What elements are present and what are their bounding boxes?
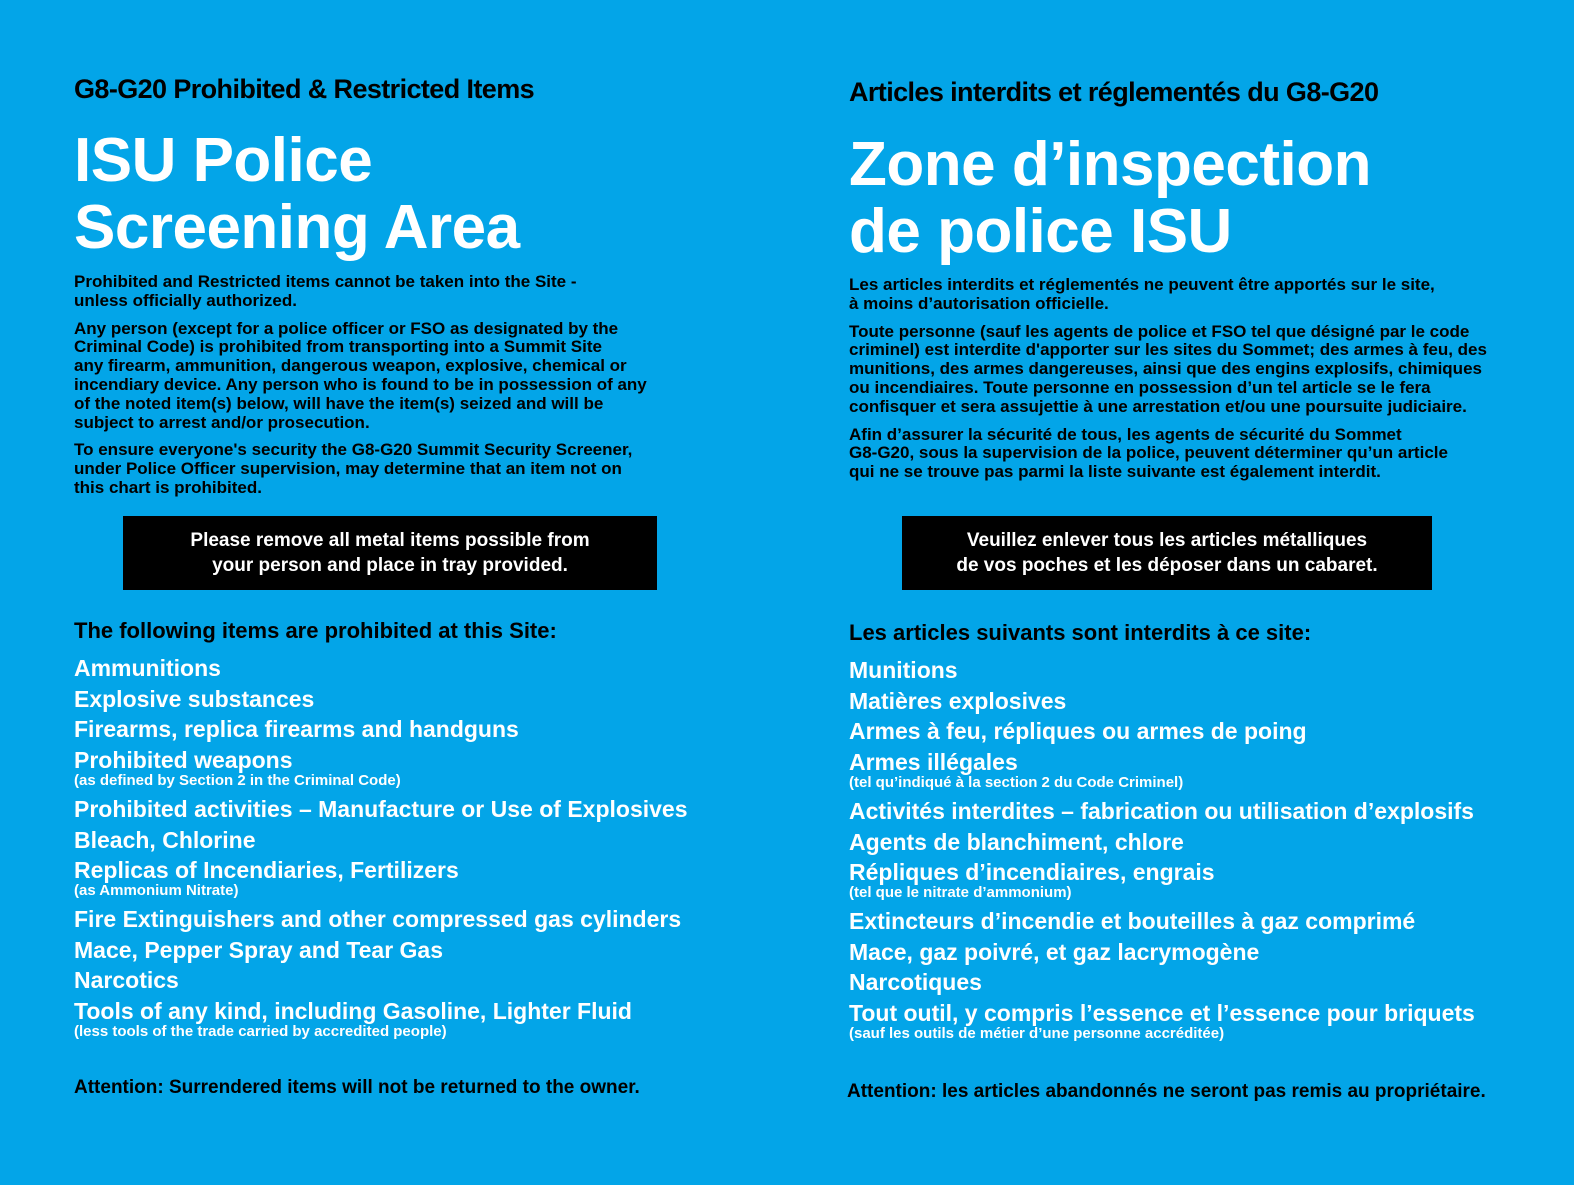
item-label: Répliques d’incendiaires, engrais <box>849 859 1215 886</box>
item-label: Agents de blanchiment, chlore <box>849 828 1184 855</box>
title-line-1: Zone d’inspection <box>849 130 1371 199</box>
list-item <box>849 967 1475 998</box>
list-item <box>849 747 1475 790</box>
eyebrow-heading: Articles interdits et réglementés du G8-G20 <box>849 77 1379 107</box>
item-label: Tools of any kind, including Gasoline, Lighter Fluid <box>74 998 632 1025</box>
intro-paragraph: Les articles interdits et réglementés ne peuvent être apportés sur le site, à moins d’autorisation officielle. <box>849 275 1435 313</box>
item-label: Ammunitions <box>74 655 221 681</box>
list-item <box>74 684 688 715</box>
list-item <box>74 794 688 825</box>
intro-paragraph: To ensure everyone's security the G8-G20 Summit Security Screener, under Police Officer supervision, may determine that an item not on this chart is prohibited. <box>74 440 633 497</box>
item-label: Prohibited activities – Manufacture or Use of Explosives <box>74 795 688 822</box>
metal-notice-box: Please remove all metal items possible from your person and place in tray provided. <box>123 516 657 590</box>
item-note: (tel que le nitrate d’ammonium) <box>849 883 1072 901</box>
item-note: (sauf les outils de métier d’une personne accréditée) <box>849 1024 1225 1042</box>
item-label: Explosive substances <box>74 685 315 712</box>
item-label: Mace, Pepper Spray and Tear Gas <box>74 936 444 963</box>
item-label: Bleach, Chlorine <box>74 826 256 853</box>
item-label: Firearms, replica firearms and handguns <box>74 716 519 743</box>
metal-notice-box: Veuillez enlever tous les articles métalliques de vos poches et les déposer dans un cabaret. <box>902 516 1432 590</box>
item-note: (less tools of the trade carried by accredited people) <box>74 1022 447 1040</box>
list-item <box>74 965 688 996</box>
item-label: Munitions <box>849 657 958 683</box>
intro-paragraph: Afin d’assurer la sécurité de tous, les agents de sécurité du Sommet G8-G20, sous la supervision de la police, peuvent déterminer qu’un article qui ne se trouve pas parmi la liste suivante est également interdit. <box>849 424 1448 482</box>
item-label: Armes à feu, répliques ou armes de poing <box>849 718 1307 745</box>
item-label: Prohibited weapons <box>74 747 293 774</box>
intro-paragraph: Toute personne (sauf les agents de police et FSO tel que désigné par le code criminel) est interdite d'apporter sur les sites du Sommet; des armes à feu, des munitions, des armes dangereuses, ainsi que des engins explosifs, chimiques ou incendiaires. Toute personne en possession d’un tel article se le fera confisquer et sera assujettie à une arrestation et/ou une poursuite judiciaire. <box>849 321 1487 416</box>
prohibited-list-heading: The following items are prohibited at this Site: <box>74 618 557 643</box>
list-item <box>849 655 1475 686</box>
list-item <box>74 825 688 856</box>
list-item <box>849 998 1475 1041</box>
item-label: Fire Extinguishers and other compressed gas cylinders <box>74 905 682 932</box>
page-title <box>849 131 1371 265</box>
list-item <box>849 827 1475 858</box>
list-item <box>74 904 688 935</box>
list-item <box>849 796 1475 827</box>
item-label: Narcotics <box>74 967 179 994</box>
list-item <box>74 745 688 788</box>
item-note: (tel qu’indiqué à la section 2 du Code Criminel) <box>849 773 1184 791</box>
item-label: Mace, gaz poivré, et gaz lacrymogène <box>849 938 1260 965</box>
item-note: (as Ammonium Nitrate) <box>74 881 239 899</box>
item-note: (as defined by Section 2 in the Criminal Code) <box>74 771 401 789</box>
prohibited-items-list <box>74 653 688 1045</box>
item-label: Activités interdites – fabrication ou utilisation d’explosifs <box>849 797 1474 824</box>
intro-text <box>849 276 1539 491</box>
intro-paragraph: Prohibited and Restricted items cannot be taken into the Site - unless officially authorized. <box>74 272 577 310</box>
item-label: Narcotiques <box>849 969 982 996</box>
list-item <box>74 714 688 745</box>
attention-notice: Attention: les articles abandonnés ne seront pas remis au propriétaire. <box>847 1081 1486 1102</box>
page-title <box>74 127 520 261</box>
item-label: Armes illégales <box>849 749 1018 776</box>
list-item <box>74 653 688 684</box>
list-item <box>74 996 688 1039</box>
item-label: Matières explosives <box>849 687 1067 714</box>
item-label: Replicas of Incendiaries, Fertilizers <box>74 857 459 884</box>
eyebrow-heading: G8-G20 Prohibited & Restricted Items <box>74 74 535 104</box>
list-item <box>74 935 688 966</box>
attention-notice: Attention: Surrendered items will not be returned to the owner. <box>74 1077 640 1098</box>
intro-paragraph: Any person (except for a police officer or FSO as designated by the Criminal Code) is prohibited from transporting into a Summit Site any firearm, ammunition, dangerous weapon, explosive, chemical or incendiary device. Any person who is found to be in possession of any of the noted item(s) below, will have the item(s) seized and will be subject to arrest and/or prosecution. <box>74 318 647 432</box>
list-item <box>849 906 1475 937</box>
title-line-2: de police ISU <box>849 197 1232 266</box>
list-item <box>74 855 688 898</box>
intro-text <box>74 273 714 507</box>
prohibited-items-list <box>849 655 1475 1047</box>
item-label: Tout outil, y compris l’essence et l’essence pour briquets <box>849 1000 1475 1027</box>
title-line-1: ISU Police <box>74 126 373 195</box>
title-line-2: Screening Area <box>74 193 520 262</box>
list-item <box>849 716 1475 747</box>
list-item <box>849 686 1475 717</box>
list-item <box>849 857 1475 900</box>
list-item <box>849 937 1475 968</box>
item-label: Extincteurs d’incendie et bouteilles à gaz comprimé <box>849 907 1416 934</box>
prohibited-list-heading: Les articles suivants sont interdits à ce site: <box>849 620 1312 645</box>
